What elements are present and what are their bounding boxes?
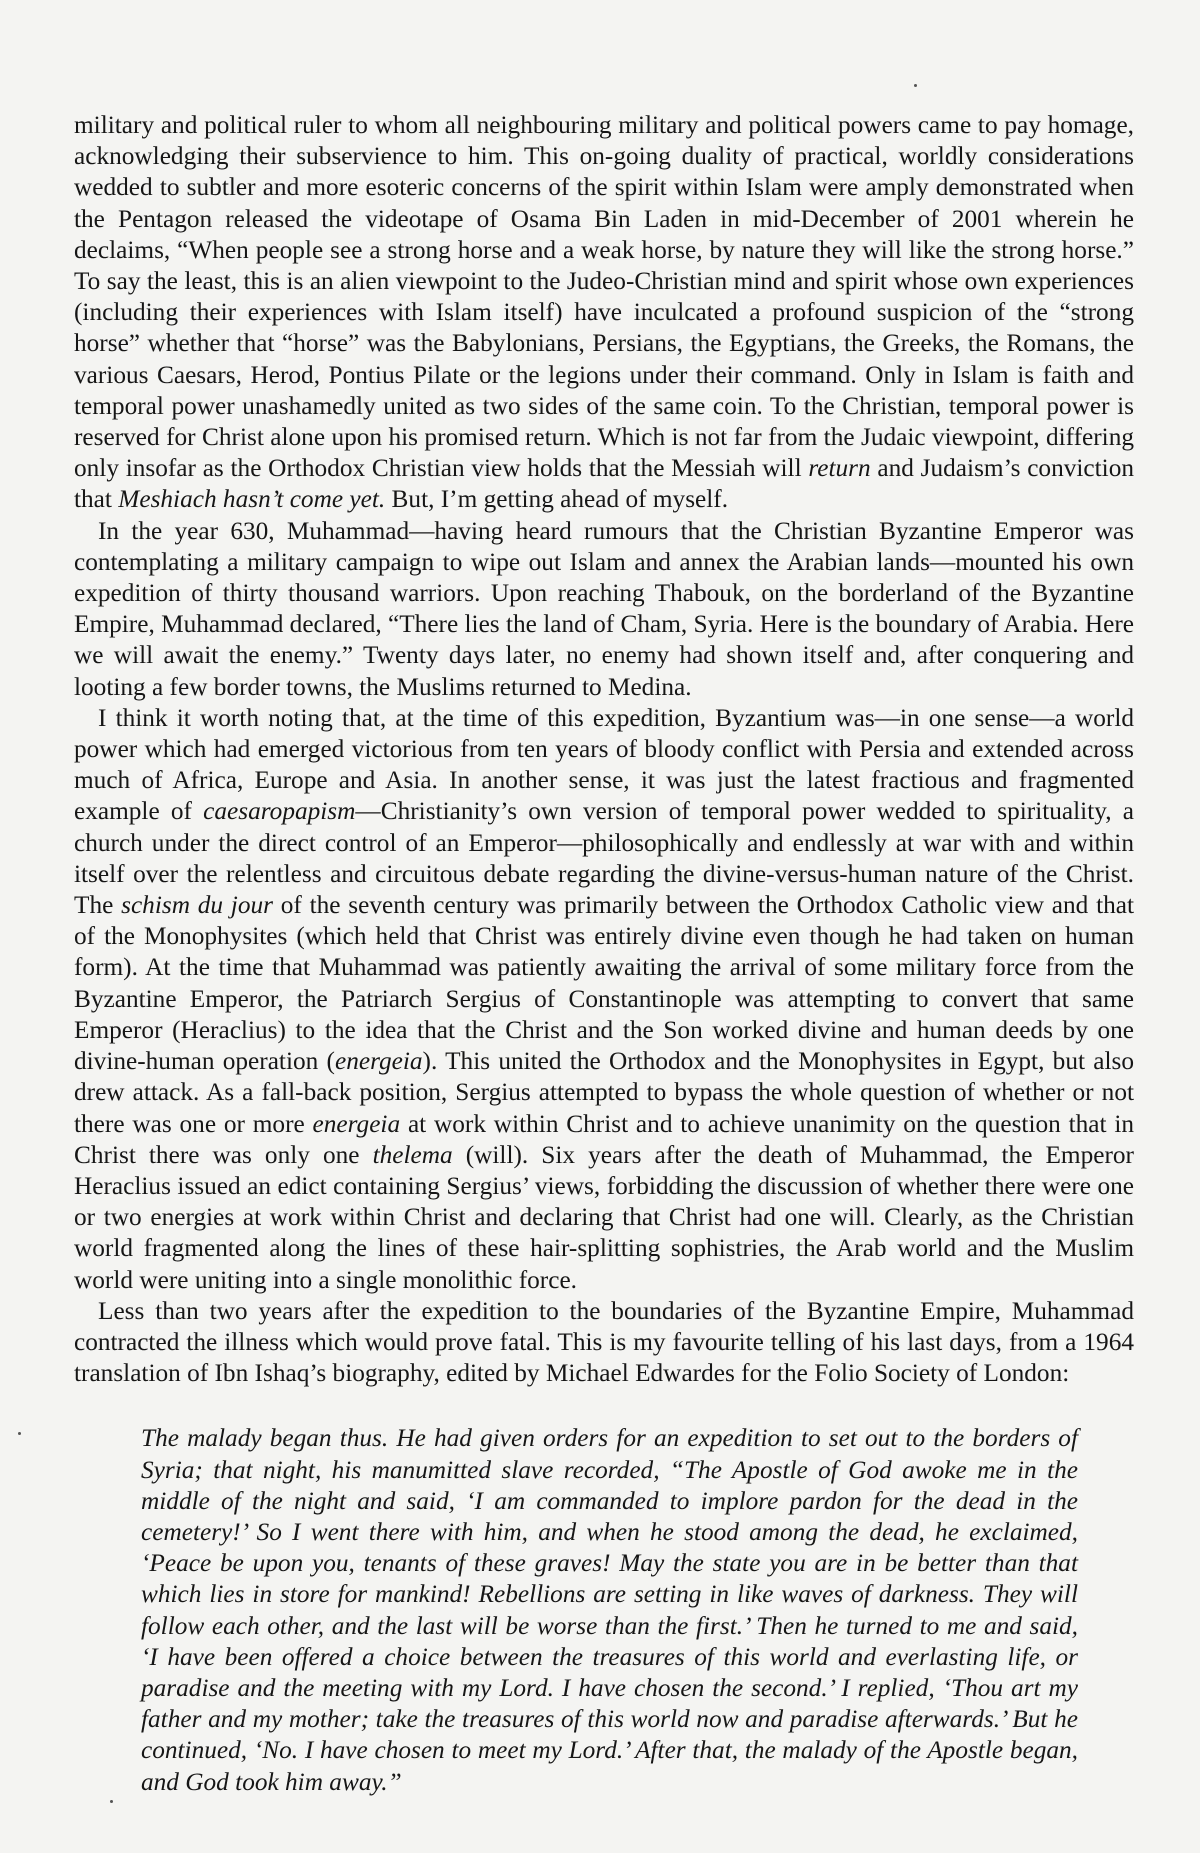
text-span: military and political ruler to whom all neighbouring military and political powers came to pay homage, acknowledging their subservience to him. This on-going duality of practical, worldly considerations wedded to subtler and more esoteric concerns of the spirit within Islam were amply demonstrated when the Pentagon released the videotape of Osama Bin Laden in mid-December of 2001 wherein he declaims, “When people see a strong horse and a weak horse, by nature they will like the strong horse.” To say the least, this is an alien viewpoint to the Judeo-Christian mind and spirit whose own experiences (including their experiences with Islam itself) have inculcated a profound suspicion of the “strong horse” whether that “horse” was the Babylonians, Persians, the Egyptians, the Greeks, the Romans, the various Caesars, Herod, Pontius Pilate or the legions under their command. Only in Islam is faith and temporal power unashamedly united as two sides of the same coin. To the Christian, temporal power is reserved for Christ alone upon his promised return. Which is not far from the Judaic viewpoint, differing only insofar as the Orthodox Christian view holds that the Messiah will: [74, 111, 1134, 483]
italic-span: caesaropapism: [203, 797, 356, 826]
text-span: at work within Christ and to achieve unanimity on the question that in Christ there was only one: [74, 1109, 1135, 1169]
text-span: ). This united the Orthodox and the Monophysites in Egypt, but also drew attack. As a fall-back position, Sergius attempted to bypass the whole question of whether or not there was one or more: [74, 1047, 1134, 1138]
text-span: and Judaism’s conviction that: [74, 454, 1134, 514]
text-span: But, I’m getting ahead of myself.: [385, 485, 729, 514]
block-quote: The malady began thus. He had given orders for an expedition to set out to the borders of Syria; that night, his manumitted slave recorded, “The Apostle of God awoke me in the middle of the night and said, ‘I am commanded to implore pardon for the dead in the cemetery!’ So I went there with him, and when he stood among the dead, he exclaimed, ‘Peace be upon you, tenants of these graves! May the state you are in be better than that which lies in store for mankind! Rebellions are setting in like waves of darkness. They will follow each other, and the last will be worse than the first.’ Then he turned to me and said, ‘I have been offered a choice between the treasures of this world and everlasting life, or paradise and the meeting with my Lord. I have chosen the second.’ I replied, ‘Thou art my father and my mother; take the treasures of this world now and paradise afterwards.’ But he continued, ‘No. I have chosen to meet my Lord.’ After that, the malady of the Apostle began, and God took him away.”: [141, 1424, 1078, 1796]
text-span: In the year 630, Muhammad—having heard rumours that the Christian Byzantine Emperor was contemplating a military campaign to wipe out Islam and annex the Arabian lands—mounted his own expedition of thirty thousand warriors. Upon reaching Thabouk, on the borderland of the Byzantine Empire, Muhammad declared, “There lies the land of Cham, Syria. Here is the boundary of Arabia. Here we will await the enemy.” Twenty days later, no enemy had shown itself and, after conquering and looting a few border towns, the Muslims returned to Medina.: [74, 516, 1134, 701]
scan-speck: [110, 1800, 113, 1803]
text-span: —Christianity’s own version of temporal power wedded to spirituality, a church under the direct control of an Emperor—philosophically and endlessly at war with and within itself over the relentless and circuitous debate regarding the divine-versus-human nature of the Christ. The: [74, 797, 1134, 920]
italic-span: Meshiach hasn’t come yet.: [118, 485, 386, 514]
text-span: (will). Six years after the death of Muhammad, the Emperor Heraclius issued an edict containing Sergius’ views, forbidding the discussion of whether there were one or two energies at work within Christ and declaring that Christ had one will. Clearly, as the Christian world fragmented along the lines of these hair-splitting sophistries, the Arab world and the Muslim world were uniting into a single monolithic force.: [74, 1140, 1134, 1294]
text-span: Less than two years after the expedition to the boundaries of the Byzantine Empire, Muhammad contracted the illness which would prove fatal. This is my favourite telling of his last days, from a 1964 translation of Ibn Ishaq’s biography, edited by Michael Edwardes for the Folio Society of London:: [74, 1296, 1134, 1388]
text-span: I think it worth noting that, at the time of this expedition, Byzantium was—in one sense—a world power which had emerged victorious from ten years of bloody conflict with Persia and extended across much of Africa, Europe and Asia. In another sense, it was just the latest fractious and fragmented example of: [74, 703, 1134, 826]
paragraph-3: [74, 703, 1134, 1296]
scan-speck: [18, 1432, 21, 1435]
italic-span: energeia: [312, 1109, 401, 1138]
paragraph-2: [74, 516, 1134, 703]
italic-span: schism du jour: [121, 891, 273, 920]
italic-span: return: [808, 454, 871, 483]
italic-span: energeia: [334, 1047, 423, 1076]
paragraph-4: [74, 1296, 1134, 1390]
body-text: [74, 110, 1134, 1798]
text-span: of the seventh century was primarily between the Orthodox Catholic view and that of the Monophysites (which held that Christ was entirely divine even though he had taken on human form). At the time that Muhammad was patiently awaiting the arrival of some military force from the Byzantine Emperor, the Patriarch Sergius of Constantinople was attempting to convert that same Emperor (Heraclius) to the idea that the Christ and the Son worked divine and human deeds by one divine-human operation (: [74, 891, 1135, 1076]
scan-speck: [914, 84, 917, 87]
italic-span: thelema: [372, 1140, 453, 1169]
paragraph-1: [74, 110, 1134, 516]
